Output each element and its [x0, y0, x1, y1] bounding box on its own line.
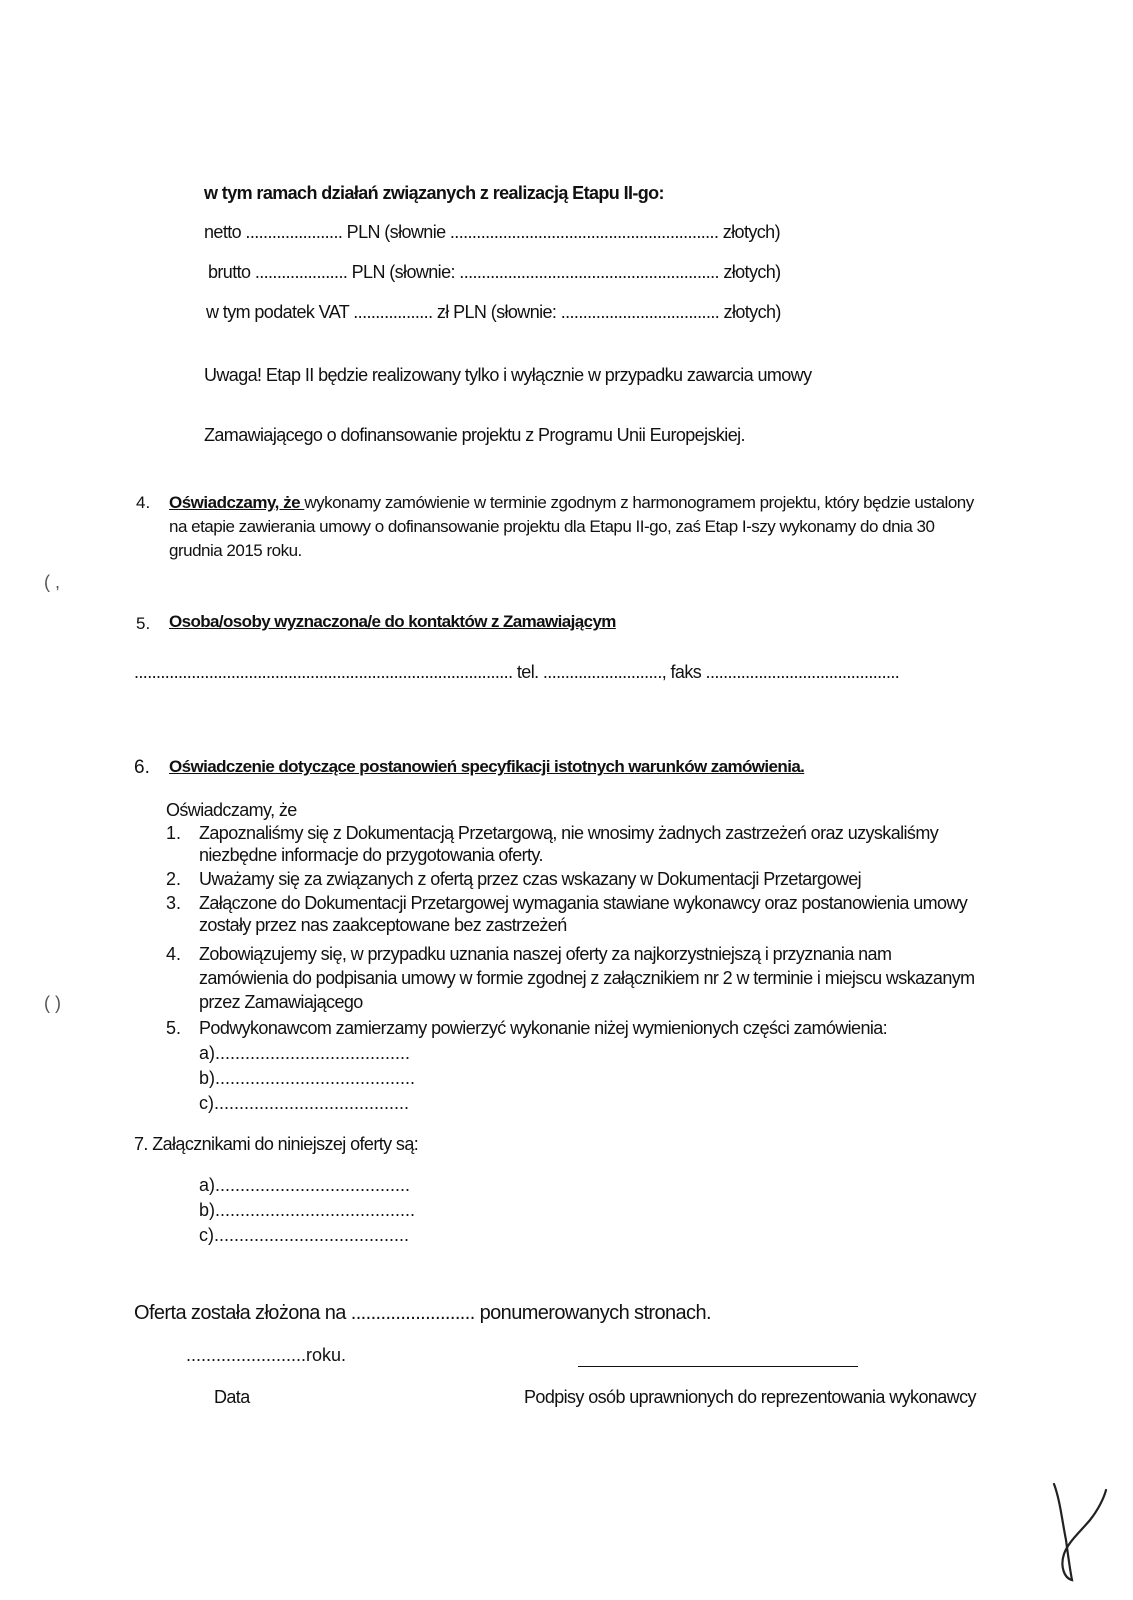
section6-item-1-line-2: niezbędne informacje do przygotowania oferty. — [199, 845, 543, 865]
handwritten-initial — [1050, 1480, 1110, 1585]
attachment-item-b: b)........................................ — [199, 1200, 416, 1220]
date-label: Data — [214, 1387, 250, 1407]
section6-item-5-line-1: Podwykonawcom zamierzamy powierzyć wykonanie niżej wymienionych części zamówienia: — [199, 1018, 888, 1038]
signature-label: Podpisy osób uprawnionych do reprezentowania wykonawcy — [524, 1387, 976, 1407]
subcontract-item-b: b)........................................ — [199, 1068, 416, 1088]
section5-number: 5. — [136, 614, 151, 633]
attachment-item-c: c)....................................... — [199, 1225, 410, 1245]
section6-number: 6. — [134, 757, 150, 778]
subcontract-item-a: a)....................................... — [199, 1043, 411, 1063]
uwaga-line-1: Uwaga! Etap II będzie realizowany tylko i wyłącznie w przypadku zawarcia umowy — [204, 365, 812, 385]
section6-title: Oświadczenie dotyczące postanowień specyfikacji istotnych warunków zamówienia. — [169, 757, 805, 776]
etap2-netto-line: netto ...................... PLN (słownie ............................................................. złotych) — [204, 222, 780, 242]
section4-text: wykonamy zamówienie w terminie zgodnym z harmonogramem projektu, który będzie ustalony na etapie zawierania umowy o dofinansowanie projektu dla Etapu II-go, zaś Etap I-szy wykonamy do dnia 30 grudnia 2015 roku. — [169, 493, 974, 560]
subcontract-item-c: c)....................................... — [199, 1093, 410, 1113]
section4-number: 4. — [136, 493, 151, 512]
section6-intro: Oświadczamy, że — [166, 800, 297, 820]
section6-item-2-line-1: Uważamy się za związanych z ofertą przez czas wskazany w Dokumentacji Przetargowej — [199, 869, 862, 889]
section7-title: 7. Załącznikami do niniejszej oferty są: — [134, 1134, 419, 1154]
signature-line — [578, 1366, 858, 1367]
section5-title: Osoba/osoby wyznaczona/e do kontaktów z Zamawiającym — [169, 612, 616, 631]
section6-item-4-line-3: przez Zamawiającego — [199, 992, 363, 1012]
section6-item-4-line-2: zamówienia do podpisania umowy w formie zgodnej z załącznikiem nr 2 w terminie i miejscu wskazanym — [199, 968, 975, 988]
section6-item-2-number: 2. — [166, 869, 182, 889]
margin-mark-2: ( ) — [44, 993, 61, 1013]
section6-item-1-number: 1. — [166, 823, 182, 843]
section6-item-3-line-1: Załączone do Dokumentacji Przetargowej wymagania stawiane wykonawcy oraz postanowienia umowy — [199, 893, 968, 913]
pages-count-line: Oferta została złożona na ......................... ponumerowanych stronach. — [134, 1302, 711, 1324]
date-line: ........................roku. — [186, 1345, 347, 1365]
section6-item-4-line-1: Zobowiązujemy się, w przypadku uznania naszej oferty za najkorzystniejszą i przyznania nam — [199, 944, 892, 964]
section6-item-1-line-1: Zapoznaliśmy się z Dokumentacją Przetargową, nie wnosimy żadnych zastrzeżeń oraz uzyskaliśmy — [199, 823, 939, 843]
section6-item-3-number: 3. — [166, 893, 182, 913]
etap2-heading: w tym ramach działań związanych z realizacją Etapu II-go: — [204, 183, 664, 203]
section6-item-4-number: 4. — [166, 944, 182, 964]
attachment-item-a: a)....................................... — [199, 1175, 411, 1195]
contact-line: ...................................................................................... tel. ..........................., faks ............................................ — [134, 662, 900, 682]
section4-lead: Oświadczamy, że — [169, 493, 305, 512]
uwaga-line-2: Zamawiającego o dofinansowanie projektu z Programu Unii Europejskiej. — [204, 425, 745, 445]
section4-paragraph — [169, 491, 989, 563]
etap2-brutto-line: brutto ..................... PLN (słownie: ........................................................... złotych) — [208, 262, 781, 282]
section6-item-3-line-2: zostały przez nas zaakceptowane bez zastrzeżeń — [199, 915, 567, 935]
margin-mark-1: ( , — [44, 572, 60, 592]
section6-item-5-number: 5. — [166, 1018, 182, 1038]
etap2-vat-line: w tym podatek VAT .................. zł PLN (słownie: .................................... złotych) — [206, 302, 781, 322]
